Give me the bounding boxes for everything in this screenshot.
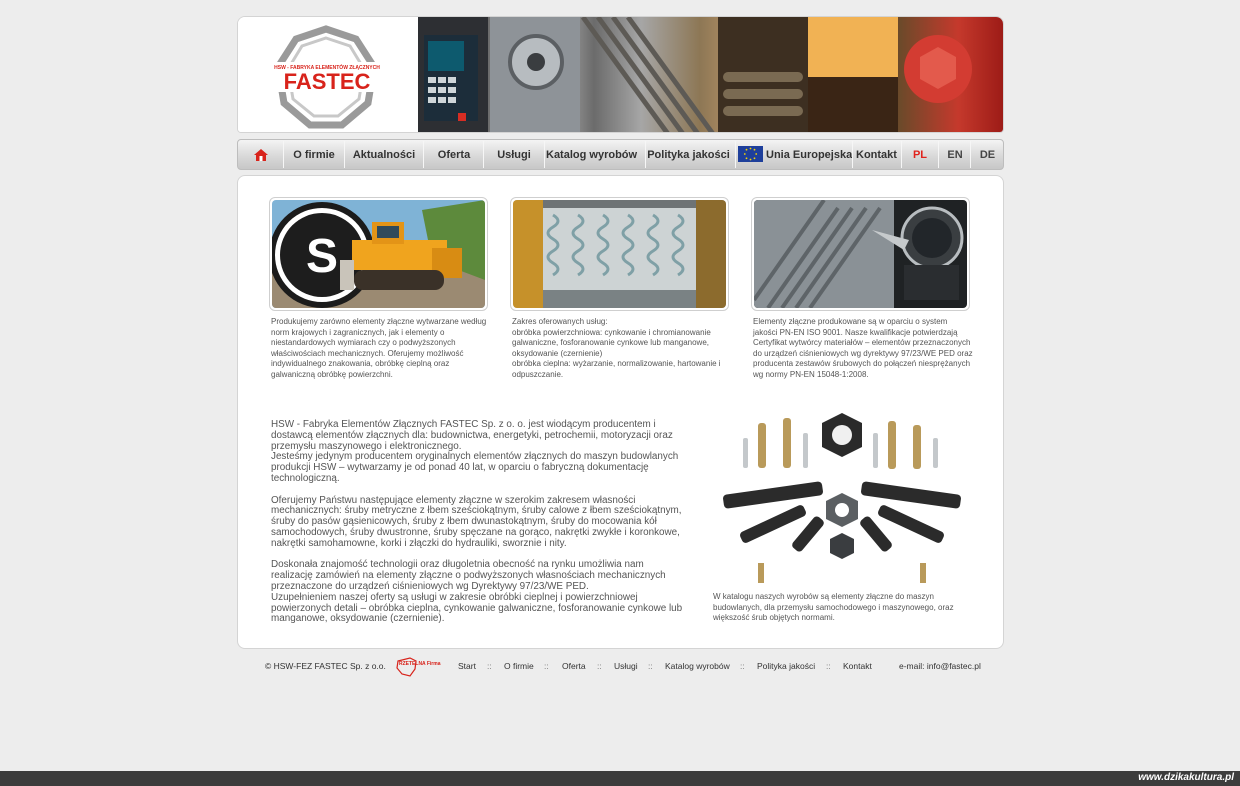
fasteners-image[interactable] [708, 413, 976, 588]
feature-text-quality: Elementy złączne produkowane są w oparciu o system jakości PN-EN ISO 9001. Nasze kwalifikacje potwierdzają Certyfikat wytwórcy materiałów – elementów przeznaczonych do urządzeń ciśnieniowych wg dyrektywy 97/23/WE PED oraz producenta zestawów śrubowych do połączeń niesprężanych wg normy PN-EN 15048-1:2008. [753, 317, 973, 379]
header [237, 16, 1004, 133]
main-navigation [237, 139, 1004, 170]
lang-de[interactable]: DE [979, 149, 996, 161]
bottom-bar [0, 771, 1240, 786]
footer-separator: :: [740, 661, 745, 671]
main-paragraph: HSW - Fabryka Elementów Złącznych FASTEC Sp. z o. o. jest wiodącym producentem i dostawcą elementów złącznych dla: budownictwa, energetyki, petrochemii, motoryzacji oraz przemysłu maszynowego i elektronicznego. Jesteśmy jedynym producentem oryginalnych elementów złącznych do maszyn budowlanych produkcji HSW – wytwarzamy je od ponad 40 lat, w oparciu o fabryczną dokumentację technologiczną. [271, 419, 679, 484]
footer-email[interactable]: e-mail: info@fastec.pl [899, 661, 981, 671]
lang-pl[interactable]: PL [912, 149, 928, 161]
feature-services-line: obróbka powierzchniowa: cynkowanie i chromianowanie galwaniczne, fosforanowanie cynkowe lub manganowe, oksydowanie (czernienie) [512, 327, 711, 358]
home-button[interactable] [238, 140, 283, 169]
main-description [271, 420, 683, 636]
nav-item-uslugi[interactable]: Usługi [497, 149, 531, 161]
watermark: www.dzikakultura.pl [1138, 772, 1234, 783]
footer-separator: :: [597, 661, 602, 671]
main-paragraph: Oferujemy Państwu następujące elementy złączne w szerokim zakresem własności mechanicznych: śruby metryczne z łbem sześciokątnym, śruby calowe z łbem sześciokątnym, śruby do pasów gąsienicowych, śruby z łbem dwunastokątnym, śruby do mocowania kół samochodowych, śruby dwustronne, śruby spęczane na gorąco, nakrętki zwykłe i koronkowe, nakrętki samohamowne, korki i złączki do hydrauliki, sworznie i nity. [271, 494, 682, 549]
main-paragraph: Doskonała znajomość technologii oraz długoletnia obecność na rynku umożliwia nam realizację zamówień na elementy złączne o podwyższonych własnościach mechanicznych przeznaczone do urządzeń ciśnieniowych wg Dyrektywy 97/23/WE PED. Uzupełnieniem naszej oferty są usługi w zakresie obróbki cieplnej i powierzchniowej powierzonych detali – obróbka cieplna, cynkowanie galwaniczne, fosforanowanie cynkowe lub manganowe, oksydowanie (czernienie). [271, 559, 683, 625]
feature-services-line: Zakres oferowanych usług: [512, 317, 608, 326]
eu-flag-icon [738, 146, 763, 162]
feature-services-line: obróbka cieplna: wyżarzanie, normalizowanie, hartowanie i odpuszczanie. [512, 359, 721, 379]
footer-separator: :: [648, 661, 653, 671]
footer-link-start[interactable]: Start [458, 661, 476, 671]
nav-item-aktualnosci[interactable]: Aktualności [352, 149, 416, 161]
lang-en[interactable]: EN [947, 149, 963, 161]
nav-item-katalog-wyrobow[interactable]: Katalog wyrobów [546, 149, 638, 161]
rzetelna-firma-label: RZETELNA Firma [399, 661, 441, 667]
footer-link-katalog-wyrobow[interactable]: Katalog wyrobów [665, 661, 730, 671]
footer-link-kontakt[interactable]: Kontakt [843, 661, 872, 671]
logo[interactable] [238, 17, 418, 133]
footer-link-o-firmie[interactable]: O firmie [504, 661, 534, 671]
footer-separator: :: [487, 661, 492, 671]
footer-separator: :: [826, 661, 831, 671]
feature-text-services [512, 317, 732, 380]
footer-link-polityka-jakosci[interactable]: Polityka jakości [757, 661, 816, 671]
catalog-description: W katalogu naszych wyrobów są elementy złączne do maszyn budowlanych, dla przemysłu samochodowego i maszynowego, oraz większość śrub objętych normami. [713, 592, 954, 622]
nav-item-unia-europejska-label: Unia Europejska [766, 149, 853, 161]
nav-item-o-firmie[interactable]: O firmie [293, 149, 335, 161]
footer-link-oferta[interactable]: Oferta [562, 661, 586, 671]
feature-image-coating[interactable] [510, 197, 729, 311]
footer-copyright: © HSW-FEZ FASTEC Sp. z o.o. [265, 661, 386, 671]
nav-item-oferta[interactable]: Oferta [437, 149, 471, 161]
feature-image-quality[interactable] [751, 197, 970, 311]
footer-separator: :: [544, 661, 549, 671]
rzetelna-firma-badge[interactable] [396, 657, 444, 679]
header-banner-image [418, 17, 1004, 133]
nav-item-kontakt[interactable]: Kontakt [856, 149, 897, 161]
footer-link-uslugi[interactable]: Usługi [614, 661, 638, 671]
svg-text:S: S [305, 230, 339, 283]
home-icon [254, 149, 268, 161]
footer [237, 657, 1004, 675]
rzetelna-firma-icon [396, 657, 444, 677]
logo-subtitle: HSW - FABRYKA ELEMENTÓW ZŁĄCZNYCH [274, 65, 380, 71]
feature-text-production: Produkujemy zarówno elementy złączne wytwarzane według norm krajowych i zagranicznych, jak i elementy o niestandardowych wymiarach czy o podwyższonych właściwościach mechanicznych. Oferujemy możliwość indywidualnego znakowania, obróbkę cieplną oraz galwaniczną obróbkę powierzchni. [271, 317, 487, 379]
content-panel [237, 175, 1004, 649]
feature-image-hsw[interactable] [269, 197, 488, 311]
nav-item-polityka-jakosci[interactable]: Polityka jakości [647, 149, 730, 161]
logo-name: FASTEC [283, 69, 371, 94]
nav-item-unia-europejska[interactable] [738, 140, 852, 169]
